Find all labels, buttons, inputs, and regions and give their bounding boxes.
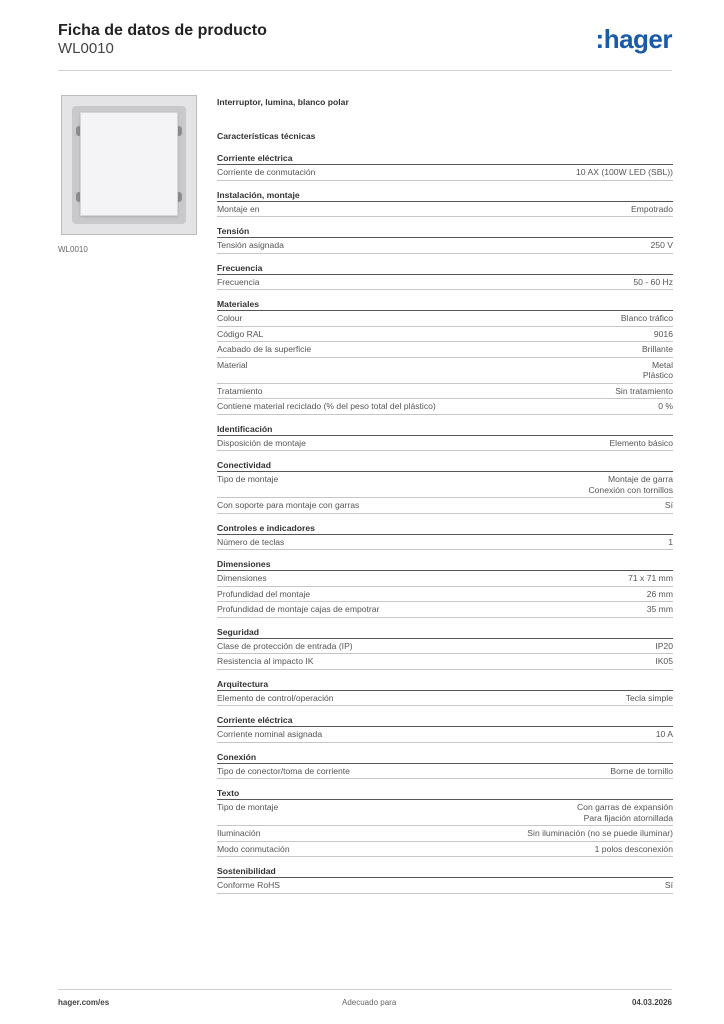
spec-label: Profundidad del montaje xyxy=(217,588,311,599)
spec-value: 1 xyxy=(668,536,673,547)
spec-row xyxy=(217,654,673,670)
spec-label: Elemento de control/operación xyxy=(217,692,334,703)
spec-value: Borne de tornillo xyxy=(610,765,673,776)
spec-row xyxy=(217,587,673,603)
spec-group-title: Materiales xyxy=(217,298,673,311)
spec-row xyxy=(217,639,673,655)
spec-value: 71 x 71 mm xyxy=(628,573,673,583)
spec-content xyxy=(217,96,673,894)
page-header xyxy=(58,20,672,71)
spec-row xyxy=(217,238,673,254)
spec-label: Corriente nominal asignada xyxy=(217,729,323,739)
spec-row xyxy=(217,275,673,291)
spec-group xyxy=(217,626,673,670)
spec-row xyxy=(217,727,673,743)
spec-value: IP20 xyxy=(655,640,673,651)
spec-value: 10 A xyxy=(655,729,673,739)
spec-value: Sí xyxy=(664,500,673,510)
spec-group xyxy=(217,714,673,743)
document-title: Ficha de datos de producto xyxy=(58,22,267,39)
spec-label: Con soporte para montaje con garras xyxy=(217,500,360,510)
footer-website: hager.com/es xyxy=(58,998,110,1007)
spec-value: Brillante xyxy=(641,344,673,354)
spec-label: Colour xyxy=(217,313,243,323)
spec-row xyxy=(217,498,673,514)
spec-row xyxy=(217,602,673,618)
page-footer xyxy=(58,989,672,1007)
spec-value: 0 % xyxy=(658,401,673,411)
spec-label: Tipo de montaje xyxy=(217,474,279,484)
spec-value: Blanco tráfico xyxy=(620,313,673,323)
spec-group xyxy=(217,423,673,452)
spec-row xyxy=(217,311,673,327)
spec-value: Empotrado xyxy=(630,203,673,214)
spec-group xyxy=(217,225,673,254)
spec-group-title: Conectividad xyxy=(217,459,673,472)
spec-label: Disposición de montaje xyxy=(217,437,306,448)
spec-label: Tratamiento xyxy=(217,385,263,396)
spec-row xyxy=(217,165,673,181)
spec-row xyxy=(217,878,673,894)
spec-group xyxy=(217,262,673,291)
spec-group xyxy=(217,751,673,780)
spec-value: 26 mm xyxy=(646,588,673,599)
spec-value: Tecla simple xyxy=(625,692,673,703)
spec-label: Contiene material reciclado (% del peso total del plástico) xyxy=(217,401,436,411)
spec-value: 35 mm xyxy=(646,604,673,614)
spec-row xyxy=(217,342,673,358)
spec-value: 250 V xyxy=(650,240,673,250)
spec-row xyxy=(217,399,673,415)
spec-value: 10 AX (100W LED (SBL)) xyxy=(576,167,673,177)
spec-label: Acabado de la superficie xyxy=(217,344,312,354)
spec-value: Sí xyxy=(664,880,673,890)
spec-label: Corriente de conmutación xyxy=(217,167,316,177)
spec-label: Frecuencia xyxy=(217,276,260,287)
hager-logo: :hager xyxy=(595,24,672,54)
spec-group-title: Identificación xyxy=(217,423,673,436)
spec-label: Código RAL xyxy=(217,328,264,339)
spec-label: Modo conmutación xyxy=(217,843,290,854)
spec-group xyxy=(217,865,673,894)
spec-row xyxy=(217,800,673,826)
spec-group xyxy=(217,787,673,857)
spec-group-title: Controles e indicadores xyxy=(217,522,673,535)
spec-label: Material xyxy=(217,359,248,370)
spec-row xyxy=(217,764,673,780)
spec-label: Iluminación xyxy=(217,828,261,838)
spec-group xyxy=(217,298,673,415)
spec-label: Conforme RoHS xyxy=(217,880,281,890)
footer-suitable-for: Adecuado para xyxy=(342,998,397,1007)
spec-row xyxy=(217,571,673,587)
section-title: Características técnicas xyxy=(217,131,316,141)
product-image xyxy=(61,95,197,235)
spec-row xyxy=(217,842,673,858)
spec-group xyxy=(217,522,673,551)
spec-label: Montaje en xyxy=(217,203,260,214)
footer-date: 04.03.2026 xyxy=(631,998,672,1007)
product-name: Interruptor, lumina, blanco polar xyxy=(217,97,349,107)
spec-value: Sin tratamiento xyxy=(615,385,673,396)
spec-value: IK05 xyxy=(655,656,673,666)
spec-group-title: Seguridad xyxy=(217,626,673,639)
spec-group-title: Conexión xyxy=(217,751,673,764)
spec-value: Montaje de garra Conexión con tornillos xyxy=(588,474,673,495)
spec-group-title: Corriente eléctrica xyxy=(217,152,673,165)
spec-groups xyxy=(217,152,673,894)
image-caption: WL0010 xyxy=(58,245,88,254)
spec-group-title: Dimensiones xyxy=(217,558,673,571)
spec-row xyxy=(217,535,673,551)
spec-row xyxy=(217,327,673,343)
spec-label: Profundidad de montaje cajas de empotrar xyxy=(217,604,380,614)
spec-label: Tipo de montaje xyxy=(217,802,279,812)
spec-row xyxy=(217,358,673,384)
spec-value: Metal Plástico xyxy=(642,359,673,380)
spec-label: Dimensiones xyxy=(217,573,267,583)
spec-group-title: Arquitectura xyxy=(217,678,673,691)
spec-label: Clase de protección de entrada (IP) xyxy=(217,640,353,651)
spec-group xyxy=(217,459,673,514)
spec-group xyxy=(217,678,673,707)
switch-rocker xyxy=(80,112,178,216)
spec-group-title: Texto xyxy=(217,787,673,800)
spec-value: 50 - 60 Hz xyxy=(633,276,673,287)
spec-group-title: Instalación, montaje xyxy=(217,189,673,202)
spec-label: Tensión asignada xyxy=(217,240,284,250)
spec-row xyxy=(217,436,673,452)
product-code: WL0010 xyxy=(58,40,114,57)
spec-group-title: Tensión xyxy=(217,225,673,238)
spec-group-title: Sostenibilidad xyxy=(217,865,673,878)
spec-row xyxy=(217,691,673,707)
spec-value: 9016 xyxy=(653,328,673,339)
spec-label: Número de teclas xyxy=(217,536,285,547)
spec-value: Sin iluminación (no se puede iluminar) xyxy=(527,828,673,838)
spec-label: Resistencia al impacto IK xyxy=(217,656,314,666)
spec-row xyxy=(217,384,673,400)
spec-value: 1 polos desconexión xyxy=(594,843,673,854)
spec-row xyxy=(217,202,673,218)
spec-row xyxy=(217,826,673,842)
spec-group xyxy=(217,558,673,618)
spec-group-title: Corriente eléctrica xyxy=(217,714,673,727)
spec-group xyxy=(217,152,673,181)
spec-value: Elemento básico xyxy=(609,437,673,448)
spec-group-title: Frecuencia xyxy=(217,262,673,275)
spec-value: Con garras de expansión Para fijación atornillada xyxy=(576,802,673,823)
spec-row xyxy=(217,472,673,498)
spec-label: Tipo de conector/toma de corriente xyxy=(217,765,350,776)
spec-group xyxy=(217,189,673,218)
